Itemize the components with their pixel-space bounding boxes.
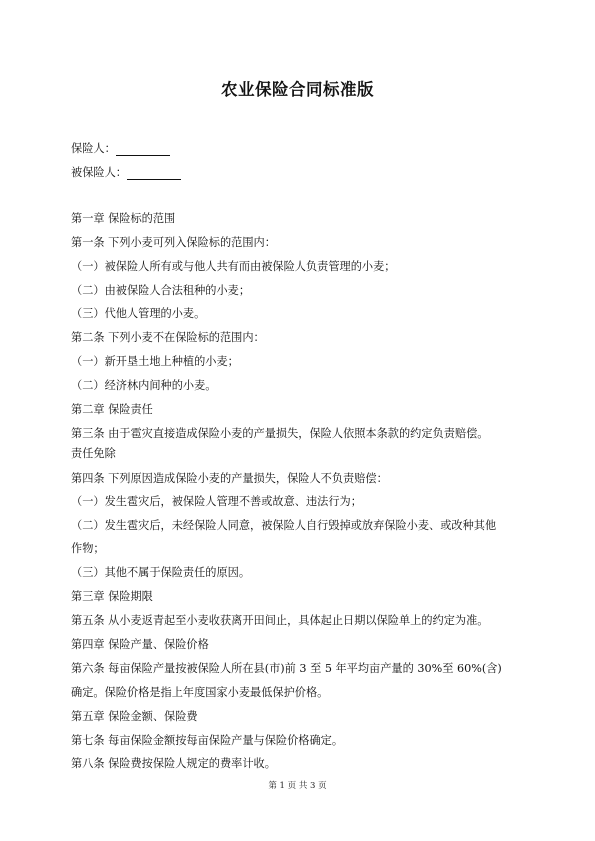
insurer-label: 保险人： <box>71 142 116 155</box>
document-title: 农业保险合同标准版 <box>221 80 374 99</box>
article-text: 第三条 由于雹灾直接造成保险小麦的产量损失，保险人依照本条款的约定负责赔偿。 <box>71 427 489 440</box>
clause-item: （二）经济林内间种的小麦。 <box>71 379 217 392</box>
article-text: 第二条 下列小麦不在保险标的范围内： <box>71 331 265 344</box>
insured-field <box>71 166 533 180</box>
clause-item: （二）发生雹灾后，未经保险人同意，被保险人自行毁掉或放弃保险小麦、或改种其他 <box>71 519 497 532</box>
insured-blank[interactable] <box>127 167 181 180</box>
chapter-heading: 第一章 保险标的范围 <box>71 212 176 225</box>
article-text-continuation: 确定。保险价格是指上年度国家小麦最低保护价格。 <box>71 686 329 699</box>
article-text: 第六条 每亩保险产量按被保险人所在县(市)前 3 至 5 年平均亩产量的 30%至 60%(含) <box>71 662 502 675</box>
chapter-heading: 第四章 保险产量、保险价格 <box>71 638 209 651</box>
clause-item: （二）由被保险人合法租种的小麦； <box>71 284 251 297</box>
chapter-heading: 第三章 保险期限 <box>71 590 153 603</box>
clause-item-continuation: 作物； <box>71 542 105 555</box>
insured-label: 被保险人： <box>71 166 127 179</box>
page-number: 第 1 页 共 3 页 <box>268 781 327 791</box>
section-heading: 责任免除 <box>71 447 116 460</box>
article-text: 第八条 保险费按保险人规定的费率计收。 <box>71 757 276 770</box>
chapter-heading: 第五章 保险金额、保险费 <box>71 710 198 723</box>
insurer-field <box>71 142 533 156</box>
chapter-heading: 第二章 保险责任 <box>71 403 153 416</box>
clause-item: （一）被保险人所有或与他人共有而由被保险人负责管理的小麦； <box>71 260 396 273</box>
insurer-blank[interactable] <box>116 143 170 156</box>
article-text: 第七条 每亩保险金额按每亩保险产量与保险价格确定。 <box>71 734 344 747</box>
clause-item: （一）发生雹灾后，被保险人管理不善或故意、违法行为； <box>71 495 362 508</box>
article-text: 第一条 下列小麦可列入保险标的范围内： <box>71 236 276 249</box>
article-text: 第五条 从小麦返青起至小麦收获离开田间止，具体起止日期以保险单上的约定为准。 <box>71 614 489 627</box>
clause-item: （三）其他不属于保险责任的原因。 <box>71 566 251 579</box>
clause-item: （三）代他人管理的小麦。 <box>71 307 206 320</box>
clause-item: （一）新开垦土地上种植的小麦； <box>71 355 239 368</box>
article-text: 第四条 下列原因造成保险小麦的产量损失，保险人不负责赔偿： <box>71 472 388 485</box>
